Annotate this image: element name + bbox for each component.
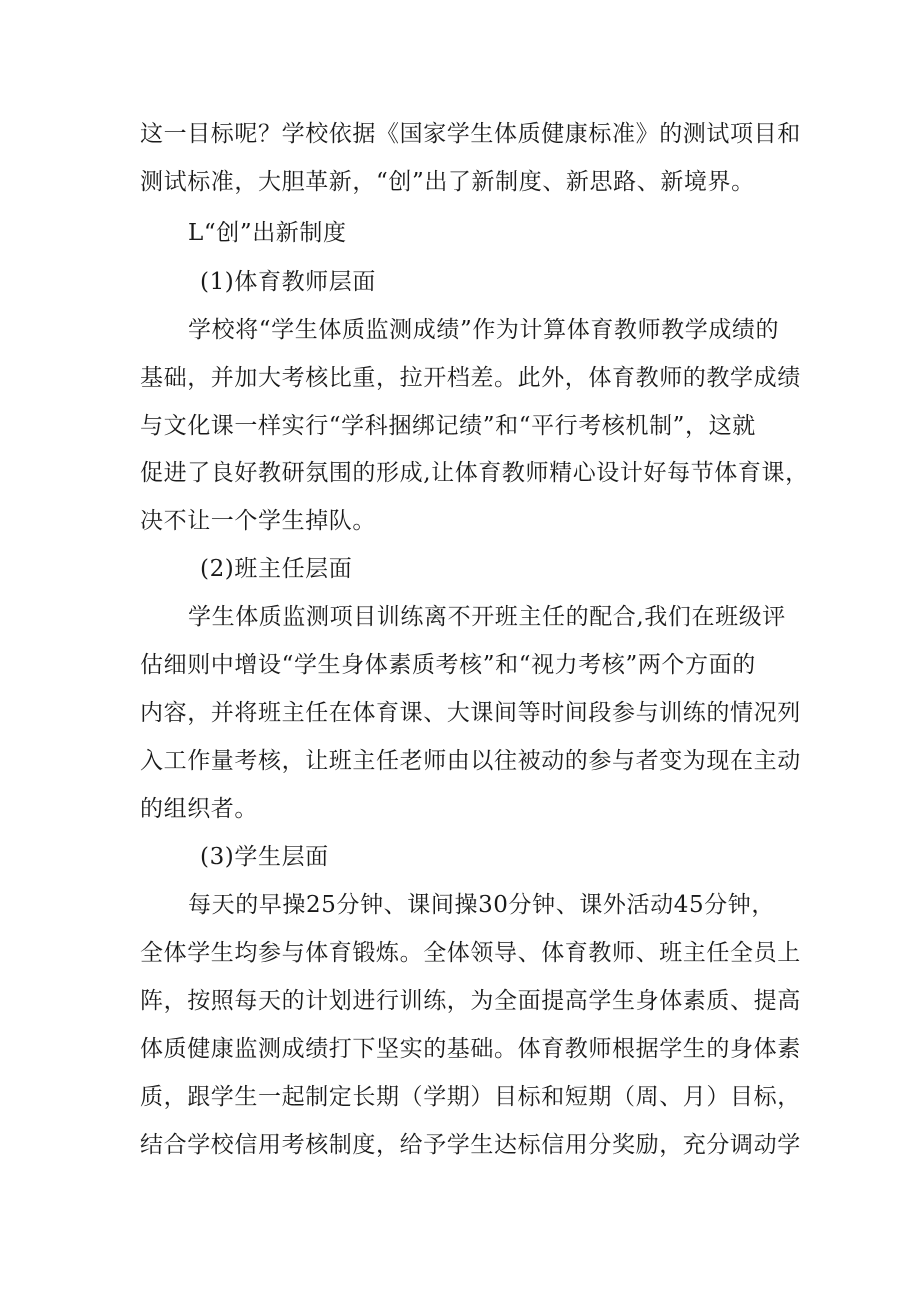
body-text-line: 估细则中增设“学生身体素质考核”和“视力考核”两个方面的 (140, 652, 756, 678)
body-text-line: 促进了良好教研氛围的形成,让体育教师精心设计好每节体育课， (140, 460, 809, 486)
body-text-line: 入工作量考核，让班主任老师由以往被动的参与者变为现在主动 (140, 748, 801, 774)
body-text-line: 基础，并加大考核比重，拉开档差。此外，体育教师的教学成绩 (140, 365, 801, 391)
body-text-line: 的组织者。 (140, 796, 258, 822)
paragraph-first-line: 学生体质监测项目训练离不开班主任的配合,我们在班级评 (188, 604, 786, 630)
body-text-line: 全体学生均参与体育锻炼。全体领导、体育教师、班主任全员上 (140, 940, 801, 966)
body-text-line: 测试标准，大胆革新，“创”出了新制度、新思路、新境界。 (140, 169, 755, 195)
body-text-line: 质，跟学生一起制定长期（学期）目标和短期（周、月）目标， (140, 1084, 801, 1110)
body-text-line: 阵，按照每天的计划进行训练，为全面提高学生身体素质、提高 (140, 988, 801, 1014)
paragraph-first-line: 学校将“学生体质监测成绩”作为计算体育教师教学成绩的 (188, 317, 780, 343)
body-text-line: 与文化课一样实行“学科捆绑记绩”和“平行考核机制”，这就 (140, 413, 756, 439)
subsection-heading: (2)班主任层面 (200, 556, 353, 582)
body-text-line: 这一目标呢？学校依据《国家学生体质健康标准》的测试项目和 (140, 121, 801, 147)
paragraph-first-line: 每天的早操25分钟、课间操30分钟、课外活动45分钟， (188, 892, 775, 918)
subsection-heading: (1)体育教师层面 (200, 269, 376, 295)
section-heading: L“创”出新制度 (188, 220, 347, 246)
body-text-line: 结合学校信用考核制度，给予学生达标信用分奖励，充分调动学 (140, 1132, 801, 1158)
subsection-heading: (3)学生层面 (200, 844, 329, 870)
body-text-line: 决不让一个学生掉队。 (140, 508, 376, 534)
body-text-line: 内容，并将班主任在体育课、大课间等时间段参与训练的情况列 (140, 700, 801, 726)
body-text-line: 体质健康监测成绩打下坚实的基础。体育教师根据学生的身体素 (140, 1036, 801, 1062)
